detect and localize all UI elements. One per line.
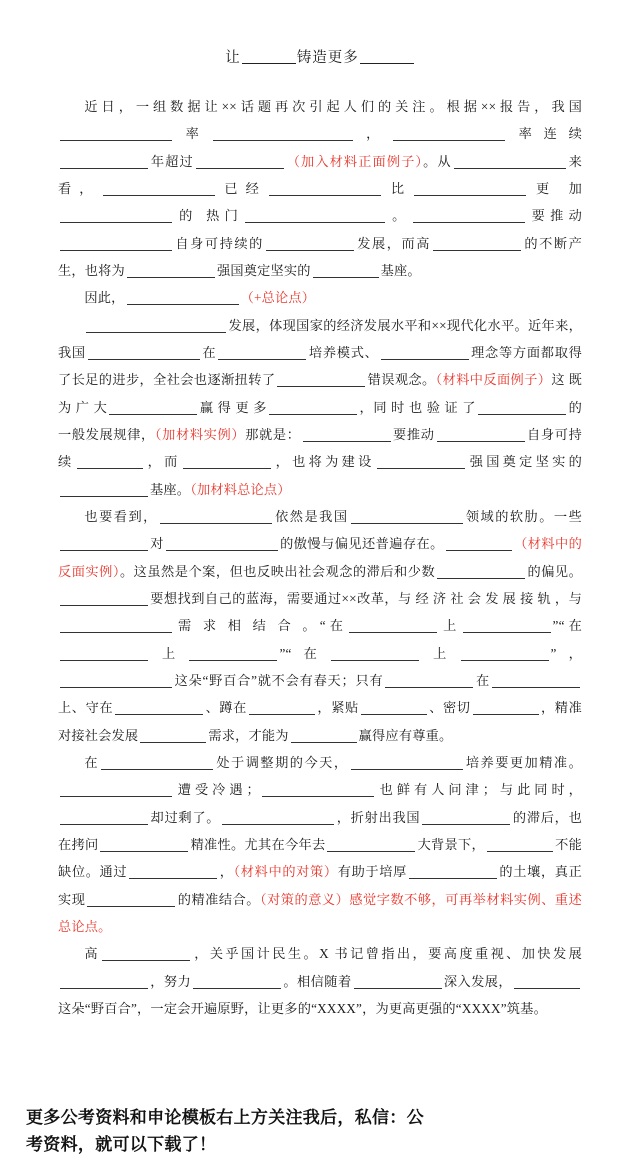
fill-in-blank[interactable] — [102, 948, 190, 962]
body-text-run: 强国奠定坚实的 — [466, 454, 583, 470]
body-text-run: 在 — [475, 672, 491, 688]
body-text-run: ，关乎国计民生。X 书记曾指出，要高度重视、加快发展 — [192, 946, 582, 962]
fill-in-blank[interactable] — [277, 374, 365, 388]
body-text-run: 的精准结合。 — [177, 891, 260, 907]
body-text-run: 、蹲在 — [205, 700, 247, 716]
body-text-run: ，精准对接社会发展 — [58, 700, 582, 743]
body-text-run: 需 求 相 结 合 。“在 — [174, 618, 348, 634]
fill-in-blank[interactable] — [87, 893, 175, 907]
body-text-run: 精准性。尤其在今年去 — [190, 836, 326, 852]
fill-in-blank[interactable] — [413, 210, 525, 224]
body-text-run: 赢 得 更 多 — [199, 399, 268, 415]
body-text-run: 。相信随着 — [283, 973, 352, 989]
body-text-run: 在 — [201, 344, 217, 360]
body-text-run: ”， — [550, 645, 582, 661]
fill-in-blank[interactable] — [183, 456, 271, 470]
annotation-note: 感觉字数不够，可再举材料实例、重述总论点。 — [58, 891, 582, 934]
paragraph — [58, 749, 582, 940]
body-text-run: ， — [354, 126, 392, 142]
body-text-run: 大背景下， — [417, 836, 486, 852]
fill-in-blank[interactable] — [60, 784, 172, 798]
fill-in-blank[interactable] — [196, 155, 284, 169]
body-text-run: ”“在 — [552, 618, 583, 634]
fill-in-blank[interactable] — [262, 784, 374, 798]
body-text-run: 理念等方面都取得了长足的进步，全社会也逐渐扭转了 — [58, 344, 583, 388]
fill-in-blank[interactable] — [463, 620, 551, 634]
fill-in-blank[interactable] — [60, 620, 172, 634]
fill-in-blank[interactable] — [385, 674, 473, 688]
fill-in-blank[interactable] — [393, 128, 505, 142]
fill-in-blank[interactable] — [514, 975, 580, 989]
fill-in-blank[interactable] — [60, 975, 148, 989]
body-text-run: 有助于培厚 — [337, 864, 407, 880]
body-text-run: 的土壤，真正实现 — [58, 864, 583, 907]
promo-banner-line-1: 更多公考资料和申论模板右上方关注我后，私信：公 — [26, 1108, 424, 1128]
body-text-run: 对 — [150, 536, 164, 552]
fill-in-blank[interactable] — [189, 647, 277, 661]
promo-banner-line-2: 考资料，就可以下载了！ — [26, 1134, 217, 1154]
body-text-run: 的滞后，也在拷问 — [58, 809, 583, 852]
title-middle: 铸造更多 — [296, 50, 359, 66]
fill-in-blank[interactable] — [213, 128, 353, 142]
fill-in-blank[interactable] — [492, 674, 580, 688]
fill-in-blank[interactable] — [351, 510, 463, 524]
body-text-run: 的 热门 — [174, 208, 244, 224]
fill-in-blank[interactable] — [269, 182, 381, 196]
fill-in-blank[interactable] — [349, 620, 437, 634]
fill-in-blank[interactable] — [269, 401, 357, 415]
annotation-note: （+总论点） — [240, 290, 316, 306]
fill-in-blank[interactable] — [129, 866, 217, 880]
fill-in-blank[interactable] — [60, 128, 172, 142]
fill-in-blank[interactable] — [60, 538, 148, 552]
fill-in-blank[interactable] — [473, 702, 539, 716]
body-text-run: ，同 时 也 验 证 了 — [359, 399, 477, 415]
fill-in-blank[interactable] — [331, 647, 419, 661]
fill-in-blank[interactable] — [381, 346, 469, 360]
body-text-run: 自身可持续的 — [174, 235, 264, 251]
annotation-note: （材料中反面例子） — [435, 372, 552, 388]
body-text-run: 更 加 — [528, 180, 582, 196]
body-text-run: 这朵“野百合”，一定会开遍原野，让更多的“XXXX”，为更高更强的“XXXX”筑基。 — [58, 1000, 547, 1016]
fill-in-blank[interactable] — [222, 811, 334, 825]
body-text-run: 这 既 为 广 大 — [58, 372, 583, 415]
promo-banner — [0, 1091, 640, 1176]
body-text-run: 自身可持续 — [58, 426, 582, 470]
body-text-run: 来看， — [58, 153, 583, 196]
body-text-run: 基座。 — [150, 481, 191, 497]
fill-in-blank[interactable] — [60, 155, 148, 169]
body-text-run: 这朵“野百合”就不会有春天；只有 — [174, 672, 384, 688]
body-text-run: 高 — [84, 946, 100, 962]
body-text-run: 不能缺位。通过 — [58, 836, 582, 880]
body-text-run: 因此， — [84, 290, 125, 306]
annotation-note: （对策的意义） — [259, 891, 350, 907]
body-text-run: 强国奠定坚实的 — [216, 262, 311, 278]
fill-in-blank[interactable] — [101, 756, 213, 770]
body-text-run: 培养要更加精准。 — [464, 754, 582, 770]
fill-in-blank[interactable] — [193, 975, 281, 989]
fill-in-blank[interactable] — [351, 756, 463, 770]
body-text-run: 发展，而高 — [355, 235, 431, 251]
body-text-run: 在 — [84, 754, 100, 770]
fill-in-blank[interactable] — [291, 729, 357, 743]
fill-in-blank[interactable] — [245, 210, 385, 224]
fill-in-blank[interactable] — [487, 838, 553, 852]
body-text-run: 率连续 — [507, 126, 582, 142]
body-text-run: ”“在 — [279, 645, 330, 661]
body-text-run: 领域的软肋。一些 — [464, 508, 582, 524]
fill-in-blank[interactable] — [433, 237, 521, 251]
body-text-run: 赢得应有尊重。 — [358, 727, 453, 743]
body-text-run: 需求，才能为 — [208, 727, 289, 743]
body-text-run: 依然是我国 — [273, 508, 349, 524]
page-title — [58, 46, 582, 67]
body-text-run: 也鲜有人问津；与此同时， — [375, 782, 583, 798]
body-text-run: 的一般发展规律， — [58, 399, 582, 442]
fill-in-blank[interactable] — [60, 237, 172, 251]
body-text-run: ，而 — [144, 454, 181, 470]
fill-in-blank[interactable] — [60, 592, 148, 606]
annotation-note: （加材料实例） — [154, 426, 246, 442]
fill-in-blank[interactable] — [109, 401, 197, 415]
body-text-run: 上、守在 — [58, 700, 114, 716]
body-text-run: 也要看到， — [84, 508, 158, 524]
fill-in-blank[interactable] — [77, 456, 143, 470]
document-body — [58, 93, 582, 1022]
body-text-run: 已经 — [216, 180, 267, 196]
annotation-note: （材料中的反面实例） — [58, 536, 583, 579]
fill-in-blank[interactable] — [60, 674, 172, 688]
fill-in-blank[interactable] — [160, 510, 272, 524]
body-text-run: 上 — [421, 645, 459, 661]
fill-in-blank[interactable] — [437, 565, 525, 579]
fill-in-blank[interactable] — [60, 647, 148, 661]
fill-in-blank[interactable] — [377, 456, 465, 470]
annotation-note: （加入材料正面例子） — [285, 153, 424, 169]
body-text-run: 却过剩了。 — [150, 809, 221, 825]
body-text-run: ，努力 — [150, 973, 192, 989]
body-text-run: 深入发展， — [443, 973, 512, 989]
fill-in-blank[interactable] — [218, 346, 306, 360]
body-text-run: 的偏见。 — [527, 563, 582, 579]
body-text-run: ， — [219, 864, 234, 880]
body-text-run: ，也将为建设 — [272, 454, 375, 470]
body-text-run: 基座。 — [380, 262, 421, 278]
fill-in-blank[interactable] — [266, 237, 354, 251]
fill-in-blank[interactable] — [60, 483, 148, 497]
body-text-run: 年超过 — [150, 153, 194, 169]
fill-in-blank[interactable] — [437, 428, 525, 442]
paragraph — [58, 312, 582, 503]
body-text-run: 上 — [439, 618, 461, 634]
fill-in-blank[interactable] — [103, 182, 215, 196]
fill-in-blank[interactable] — [115, 702, 203, 716]
body-text-run: 的傲慢与偏见还普遍存在。 — [279, 536, 444, 552]
paragraph — [58, 503, 582, 749]
body-text-run: 那就是： — [245, 426, 301, 442]
body-text-run: 要推动 — [526, 208, 582, 224]
body-text-run: 错误观念。 — [367, 372, 436, 388]
fill-in-blank[interactable] — [354, 975, 442, 989]
body-text-run: 发展，体现国家的经济发展水平和××现代化水平。近年来，我国 — [58, 317, 582, 360]
annotation-note: （材料中的对策） — [233, 864, 338, 880]
body-text-run: ，紧贴 — [316, 700, 359, 716]
fill-in-blank[interactable] — [478, 401, 566, 415]
body-text-run: 。从 — [423, 153, 452, 169]
fill-in-blank[interactable] — [461, 647, 549, 661]
body-text-run: ，折射出我国 — [336, 809, 421, 825]
body-text-run: 要推动 — [392, 426, 435, 442]
annotation-note: （加材料总论点） — [190, 481, 291, 497]
title-blank-2 — [360, 50, 414, 64]
paragraph — [58, 940, 582, 1022]
body-text-run: 、密切 — [428, 700, 471, 716]
fill-in-blank[interactable] — [249, 702, 315, 716]
body-text-run: 。这虽然是个案，但也反映出社会观念的滞后和少数 — [119, 563, 436, 579]
fill-in-blank[interactable] — [414, 182, 526, 196]
body-text-run: 处于调整期的今天， — [215, 754, 349, 770]
fill-in-blank[interactable] — [361, 702, 427, 716]
body-text-run: 率 — [174, 126, 211, 142]
title-prefix: 让 — [225, 50, 241, 66]
body-text-run: 。 — [387, 208, 411, 224]
fill-in-blank[interactable] — [327, 838, 415, 852]
fill-in-blank[interactable] — [166, 538, 278, 552]
fill-in-blank[interactable] — [60, 811, 148, 825]
title-blank-1 — [242, 50, 296, 64]
body-text-run: 要想找到自己的蓝海，需要通过××改革，与 经 济 社 会 发 展 接 轨 ，与 — [150, 590, 582, 606]
fill-in-blank[interactable] — [100, 838, 188, 852]
paragraph — [58, 93, 582, 284]
paragraph — [58, 284, 582, 311]
fill-in-blank[interactable] — [88, 346, 200, 360]
fill-in-blank[interactable] — [422, 811, 510, 825]
fill-in-blank[interactable] — [409, 866, 497, 880]
body-text-run: 遭受冷遇； — [174, 782, 260, 798]
fill-in-blank[interactable] — [127, 292, 239, 306]
body-text-run: 的不断产生，也将为 — [58, 235, 583, 278]
fill-in-blank[interactable] — [86, 319, 226, 333]
fill-in-blank[interactable] — [313, 264, 379, 278]
body-text-run: 比 — [382, 180, 413, 196]
body-text-run: 上 — [150, 645, 188, 661]
fill-in-blank[interactable] — [60, 210, 172, 224]
fill-in-blank[interactable] — [127, 264, 215, 278]
fill-in-blank[interactable] — [140, 729, 206, 743]
fill-in-blank[interactable] — [303, 428, 391, 442]
body-text-run: 近日，一组数据让××话题再次引起人们的关注。根据××报告，我国 — [84, 99, 582, 114]
fill-in-blank[interactable] — [446, 538, 512, 552]
body-text-run: 培养模式、 — [308, 344, 379, 360]
fill-in-blank[interactable] — [454, 155, 566, 169]
